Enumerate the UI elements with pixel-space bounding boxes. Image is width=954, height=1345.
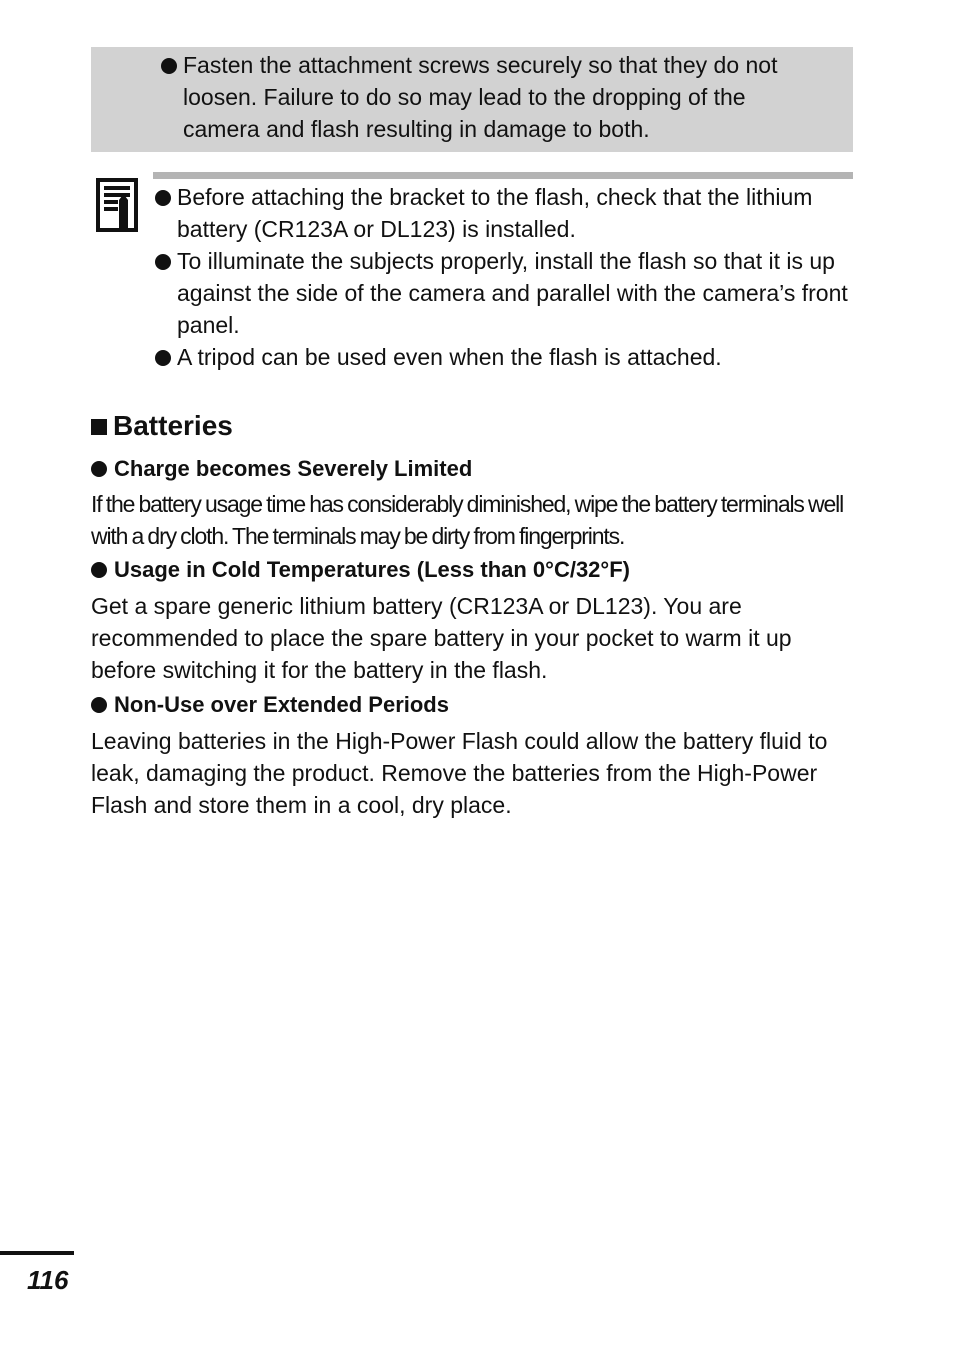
note-item [155, 245, 855, 341]
note-item-text: To illuminate the subjects properly, install the flash so that it is up against the side of the camera and parallel with the camera’s front panel. [177, 248, 848, 338]
note-divider [153, 172, 853, 179]
subsection-body: Leaving batteries in the High-Power Flash could allow the battery fluid to leak, damaging the product. Remove the batteries from the High-Power Flash and store them in a cool, dry place. [91, 728, 828, 818]
note-item [155, 181, 855, 245]
bullet-icon [91, 461, 107, 477]
subsection-heading [91, 690, 449, 720]
subsection-heading-text: Non-Use over Extended Periods [114, 692, 449, 717]
section-heading [91, 408, 233, 444]
page-number: 116 [27, 1265, 69, 1295]
caution-item [161, 49, 826, 145]
note-list [155, 181, 855, 373]
note-item [155, 341, 855, 373]
square-bullet-icon [91, 419, 107, 435]
bullet-icon [91, 562, 107, 578]
memo-note-icon [96, 176, 138, 232]
note-item-text: Before attaching the bracket to the flash, check that the lithium battery (CR123A or DL123) is installed. [177, 184, 813, 242]
bullet-icon [155, 190, 171, 206]
subsection-body: If the battery usage time has considerably diminished, wipe the battery terminals well with a dry cloth. The terminals may be dirty from fingerprints. [91, 491, 844, 549]
subsection-heading-text: Charge becomes Severely Limited [114, 456, 473, 481]
bullet-icon [155, 254, 171, 270]
caution-list [91, 49, 826, 145]
footer-rule [0, 1251, 74, 1255]
note-item-text: A tripod can be used even when the flash is attached. [177, 344, 722, 370]
bullet-icon [161, 58, 177, 74]
subsection-heading-text: Usage in Cold Temperatures (Less than 0°C/32°F) [114, 557, 630, 582]
section-heading-text: Batteries [113, 410, 233, 441]
caution-item-text: Fasten the attachment screws securely so that they do not loosen. Failure to do so may lead to the dropping of the camera and flash resulting in damage to both. [183, 52, 778, 142]
bullet-icon [155, 350, 171, 366]
subsection-heading [91, 555, 630, 585]
subsection-body: Get a spare generic lithium battery (CR123A or DL123). You are recommended to place the spare battery in your pocket to warm it up before switching it for the battery in the flash. [91, 593, 792, 683]
bullet-icon [91, 697, 107, 713]
subsection-heading [91, 454, 472, 484]
